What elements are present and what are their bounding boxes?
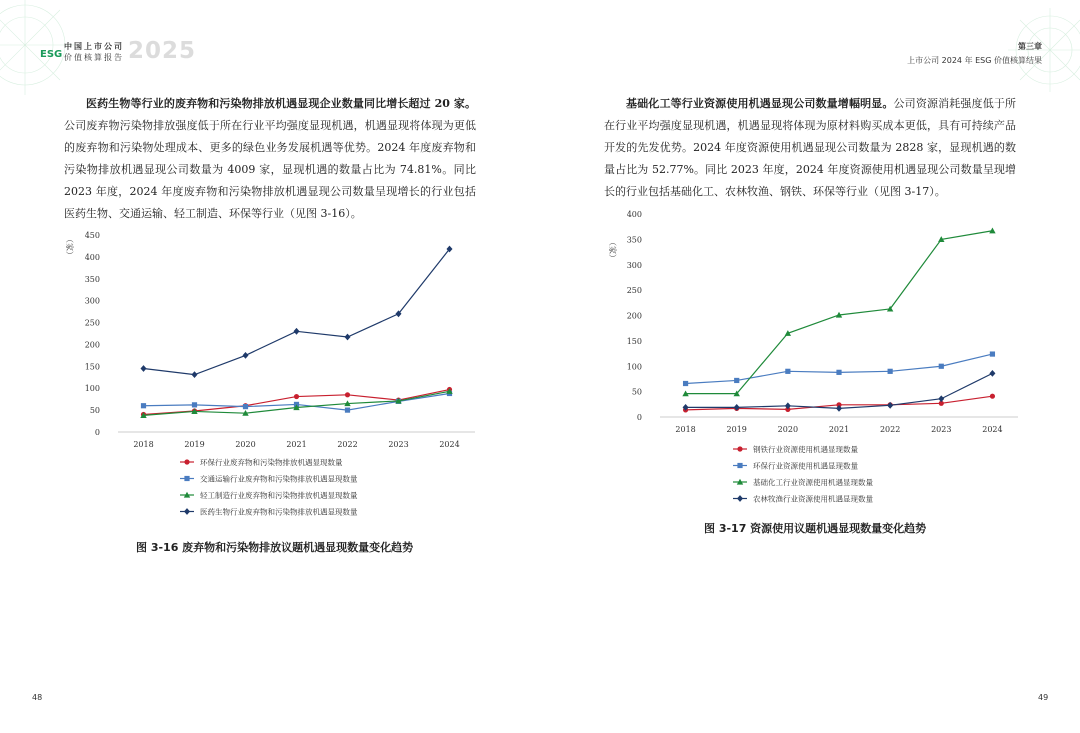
legend-label: 农林牧渔行业资源使用机遇显现数量 [753, 494, 873, 504]
y-tick-label: 350 [626, 235, 642, 245]
y-axis-unit: （家） [65, 235, 74, 259]
data-point [785, 369, 790, 374]
data-point [243, 404, 248, 409]
legend-label: 基础化工行业资源使用机遇显现数量 [753, 478, 873, 487]
y-axis-unit: （家） [608, 238, 617, 262]
x-tick-label: 2023 [931, 425, 952, 434]
y-tick-label: 350 [84, 274, 100, 284]
data-point [836, 370, 841, 375]
data-point [294, 328, 300, 335]
legend-marker [184, 508, 190, 515]
chart-waste-pollutant [55, 222, 485, 532]
series-3 [683, 370, 996, 412]
data-point [989, 228, 995, 234]
data-point [938, 395, 944, 402]
series-3 [141, 246, 453, 378]
y-tick-label: 100 [626, 362, 642, 372]
report-title-line1: 中国上市公司 [64, 42, 124, 51]
legend-item [733, 461, 858, 471]
esg-label: ESG [40, 49, 63, 60]
chart-caption-left: 图 3-16 废弃物和污染物排放议题机遇显现数量变化趋势 [136, 541, 414, 554]
x-tick-label: 2021 [286, 440, 307, 449]
chapter-subtitle: 上市公司 2024 年 ESG 价值核算结果 [907, 56, 1042, 65]
y-tick-label: 150 [626, 336, 642, 346]
y-tick-label: 300 [626, 260, 642, 270]
legend-marker [737, 495, 743, 502]
chapter-title: 第三章 [1018, 42, 1042, 51]
x-tick-label: 2019 [184, 440, 205, 449]
y-tick-label: 250 [626, 286, 642, 296]
data-point [345, 408, 350, 413]
legend-marker [737, 463, 742, 468]
x-tick-label: 2019 [726, 425, 747, 434]
data-point [939, 364, 944, 369]
y-tick-label: 50 [89, 406, 100, 416]
x-tick-label: 2018 [133, 440, 154, 449]
legend-item [180, 474, 358, 484]
legend-label: 交通运输行业废弃物和污染物排放机遇显现数量 [200, 474, 358, 484]
x-tick-label: 2022 [337, 440, 358, 449]
left-paragraph-lead: 医药生物等行业的废弃物和污染物排放机遇显现企业数量同比增长超过 20 家。 [86, 97, 476, 110]
data-point [192, 371, 198, 378]
page-number-right: 49 [1038, 693, 1049, 702]
right-paragraph-lead: 基础化工等行业资源使用机遇显现公司数量增幅明显。 [626, 97, 894, 110]
series-1 [683, 351, 995, 386]
data-point [989, 370, 995, 377]
series-line [144, 249, 450, 375]
y-tick-label: 0 [636, 413, 642, 422]
data-point [888, 369, 893, 374]
y-tick-label: 200 [84, 340, 100, 350]
report-title-line2: 价值核算报告 [64, 53, 124, 62]
legend-item [733, 477, 873, 487]
y-tick-label: 250 [84, 318, 100, 328]
x-tick-label: 2020 [777, 425, 799, 434]
x-tick-label: 2024 [439, 440, 460, 449]
page-number-left: 48 [32, 693, 43, 702]
data-point [990, 394, 995, 399]
left-paragraph-body: 公司废弃物污染物排放强度低于所在行业平均强度显现机遇，机遇显现将体现为更低的废弃物和污染物处理成本、更多的绿色业务发展机遇等优势。2024 年度废弃物和污染物排放机遇显现公司数量为 4009 家，显现机遇的数量占比为 74.81%。同比 2023 年度，2024 年度废弃物和污染物排放机遇显现公司数量呈现增长的行业包括医药生物、交通运输、轻工制造、环保等行业（见图 3-16）。 [64, 119, 476, 220]
data-point [345, 392, 350, 397]
data-point [243, 352, 249, 359]
y-tick-label: 300 [84, 296, 100, 306]
legend-label: 钢铁行业资源使用机遇显现数量 [753, 445, 858, 454]
y-tick-label: 200 [626, 311, 642, 321]
legend-marker [737, 446, 742, 451]
data-point [683, 381, 688, 386]
left-paragraph [64, 93, 476, 225]
report-year: 2025 [128, 38, 197, 64]
legend-item [180, 507, 358, 517]
legend-item [180, 457, 343, 467]
x-tick-label: 2020 [235, 440, 256, 449]
y-tick-label: 150 [84, 362, 100, 372]
legend-item [733, 444, 858, 454]
chart-caption-right: 图 3-17 资源使用议题机遇显现数量变化趋势 [704, 522, 927, 535]
legend-label: 环保行业资源使用机遇显现数量 [753, 461, 858, 471]
data-point [141, 403, 146, 408]
x-tick-label: 2024 [982, 425, 1003, 434]
legend-marker [184, 476, 189, 481]
right-paragraph-body: 公司资源消耗强度低于所在行业平均强度显现机遇，机遇显现将体现为原材料购买成本更低，具有可持续产品开发的先发优势。2024 年度资源使用机遇显现公司数量为 2828 家，显现机遇的数量占比为 52.77%。同比 2023 年度，2024 年度资源使用机遇显现公司数量呈现增长的行业包括基础化工、农林牧渔、钢铁、环保等行业（见图 3-17）。 [604, 97, 1017, 198]
legend-item [180, 490, 358, 500]
legend-marker [184, 459, 189, 464]
legend-item [733, 494, 873, 504]
y-tick-label: 50 [631, 387, 642, 397]
data-point [345, 334, 351, 341]
y-tick-label: 0 [94, 428, 100, 437]
right-paragraph [604, 93, 1016, 203]
data-point [887, 402, 893, 409]
data-point [141, 365, 147, 372]
legend-label: 轻工制造行业废弃物和污染物排放机遇显现数量 [200, 491, 358, 500]
legend-label: 环保行业废弃物和污染物排放机遇显现数量 [200, 458, 343, 467]
x-tick-label: 2023 [388, 440, 409, 449]
x-tick-label: 2018 [675, 425, 696, 434]
data-point [192, 402, 197, 407]
series-line [686, 354, 993, 383]
data-point [990, 351, 995, 356]
y-tick-label: 400 [626, 210, 642, 219]
data-point [734, 378, 739, 383]
x-tick-label: 2021 [828, 425, 850, 434]
y-tick-label: 400 [84, 252, 100, 262]
chapter-header [907, 41, 1042, 66]
x-tick-label: 2022 [879, 425, 901, 434]
data-point [294, 394, 299, 399]
y-tick-label: 100 [84, 384, 100, 394]
y-tick-label: 450 [84, 231, 100, 240]
legend-label: 医药生物行业废弃物和污染物排放机遇显现数量 [200, 507, 358, 517]
chart-resource-use [598, 203, 1028, 513]
